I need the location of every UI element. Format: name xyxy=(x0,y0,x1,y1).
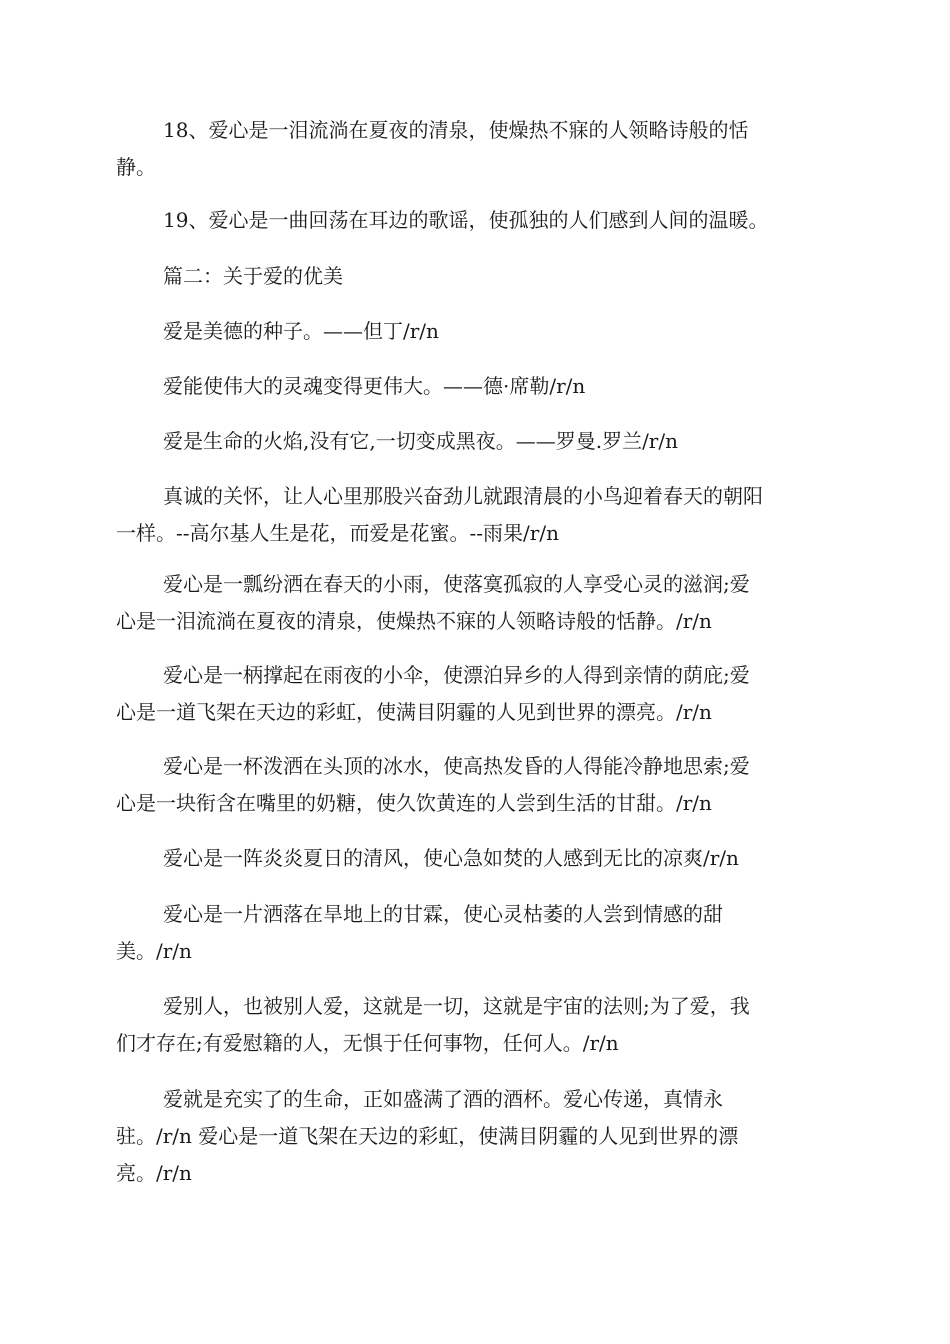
quote-paragraph xyxy=(116,313,828,350)
text-line: 19、爱心是一曲回荡在耳边的歌谣，使孤独的人们感到人间的温暖。 xyxy=(163,208,769,232)
quote-paragraph xyxy=(116,1081,828,1192)
text-line: 爱心是一杯泼洒在头顶的冰水，使高热发昏的人得能冷静地思索;爱 xyxy=(163,754,750,778)
text-line: 爱心是一瓢纷洒在春天的小雨，使落寞孤寂的人享受心灵的滋润;爱 xyxy=(163,572,750,596)
text-line: 爱是美德的种子。——但丁/r/n xyxy=(163,319,439,343)
text-line: 爱能使伟大的灵魂变得更伟大。——德·席勒/r/n xyxy=(163,374,586,398)
text-line: 心是一道飞架在天边的彩虹，使满目阴霾的人见到世界的漂亮。/r/n xyxy=(116,700,712,724)
text-line: 美。/r/n xyxy=(116,939,192,963)
quote-paragraph xyxy=(116,566,828,640)
text-line: 篇二：关于爱的优美 xyxy=(163,264,343,288)
text-line: 亮。/r/n xyxy=(116,1161,192,1185)
text-line: 心是一泪流淌在夏夜的清泉，使燥热不寐的人领略诗般的恬静。/r/n xyxy=(116,609,712,633)
text-line: 们才存在;有爱慰籍的人，无惧于任何事物，任何人。/r/n xyxy=(116,1031,619,1055)
text-line: 爱是生命的火焰,没有它,一切变成黑夜。——罗曼.罗兰/r/n xyxy=(163,429,678,453)
text-line: 驻。/r/n 爱心是一道飞架在天边的彩虹，使满目阴霾的人见到世界的漂 xyxy=(116,1124,739,1148)
quote-paragraph xyxy=(116,748,828,822)
text-line: 爱心是一片洒落在旱地上的甘霖，使心灵枯萎的人尝到情感的甜 xyxy=(163,902,723,926)
section-heading xyxy=(116,258,828,295)
text-line: 爱心是一阵炎炎夏日的清风，使心急如焚的人感到无比的凉爽/r/n xyxy=(163,846,739,870)
quote-paragraph xyxy=(116,657,828,731)
text-line: 18、爱心是一泪流淌在夏夜的清泉，使燥热不寐的人领略诗般的恬 xyxy=(163,118,749,142)
text-line: 一样。--高尔基人生是花，而爱是花蜜。--雨果/r/n xyxy=(116,521,559,545)
quote-paragraph xyxy=(116,423,828,460)
text-line: 爱别人，也被别人爱，这就是一切，这就是宇宙的法则;为了爱，我 xyxy=(163,994,750,1018)
text-line: 爱心是一柄撑起在雨夜的小伞，使漂泊异乡的人得到亲情的荫庇;爱 xyxy=(163,663,750,687)
quote-paragraph xyxy=(116,478,828,552)
quote-paragraph xyxy=(116,896,828,970)
text-line: 真诚的关怀，让人心里那股兴奋劲儿就跟清晨的小鸟迎着春天的朝阳 xyxy=(163,484,763,508)
quote-paragraph xyxy=(116,988,828,1062)
paragraph-19 xyxy=(116,202,828,239)
quote-paragraph xyxy=(116,840,828,877)
paragraph-18 xyxy=(116,112,828,186)
text-line: 爱就是充实了的生命，正如盛满了酒的酒杯。爱心传递，真情永 xyxy=(163,1087,723,1111)
text-line: 静。 xyxy=(116,155,156,179)
text-line: 心是一块衔含在嘴里的奶糖，使久饮黄连的人尝到生活的甘甜。/r/n xyxy=(116,791,712,815)
quote-paragraph xyxy=(116,368,828,405)
